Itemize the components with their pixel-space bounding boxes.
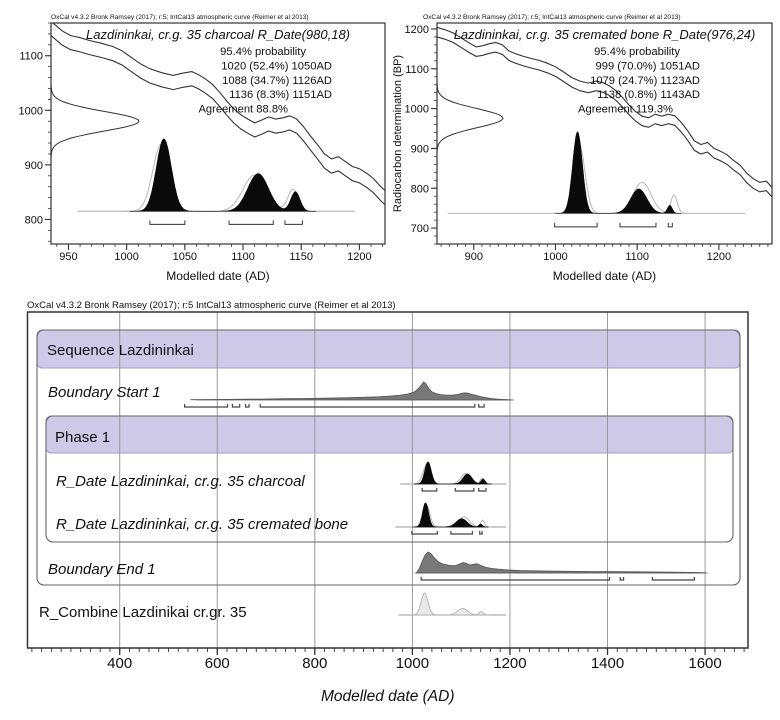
y-axis-label: Radiocarbon determination (BP) — [392, 54, 404, 213]
y-tick-label: 700 — [410, 223, 429, 236]
probability-line: Agreement 88.8% — [198, 103, 288, 116]
x-axis-label: Modelled date (AD) — [552, 269, 657, 283]
radiocarbon-likelihood-bell — [51, 86, 139, 158]
range-bracket — [422, 488, 437, 491]
sequence-band-label: Sequence Lazdininkai — [47, 342, 194, 359]
x-axis — [57, 244, 383, 263]
y-axis — [405, 24, 437, 244]
x-tick-label: 800 — [302, 655, 328, 672]
sequence-plot-wrap — [14, 296, 780, 720]
row-charcoal — [56, 462, 506, 491]
x-axis-label: Modelled date (AD) — [320, 688, 455, 705]
range-bracket — [412, 531, 437, 534]
range-bracket — [246, 404, 249, 407]
x-tick-label: 1000 — [543, 251, 568, 263]
calibration-plots-row — [0, 0, 780, 292]
row-label: R_Date Lazdininkai, cr.g. 35 cremated bone — [56, 516, 349, 533]
y-tick-label: 1000 — [404, 103, 429, 116]
range-bracket — [620, 223, 656, 227]
y-tick-label: 1000 — [18, 105, 43, 118]
x-tick-label: 1100 — [231, 251, 255, 263]
sequence-model-plot — [14, 296, 766, 720]
x-tick-label: 900 — [464, 251, 483, 263]
range-bracket — [479, 404, 484, 407]
range-bracket — [555, 223, 597, 227]
y-tick-label: 1100 — [405, 63, 429, 76]
range-bracket — [421, 577, 609, 580]
y-tick-label: 900 — [410, 143, 429, 156]
range-bracket — [455, 488, 474, 491]
probability-distribution — [416, 552, 707, 573]
curves — [51, 21, 385, 211]
range-bracket — [451, 531, 473, 534]
range-bracket — [285, 220, 302, 224]
row-combine — [39, 593, 506, 621]
x-tick-label: 600 — [204, 655, 230, 672]
probability-line: 1020 (52.4%) 1050AD — [221, 60, 332, 73]
x-tick-label: 1600 — [688, 655, 722, 672]
range-bracket — [479, 488, 486, 491]
probability-distribution — [412, 503, 488, 527]
range-bracket — [260, 404, 475, 407]
probability-line: 95.4% probability — [220, 46, 306, 58]
range-bracket — [480, 531, 482, 534]
x-tick-label: 1150 — [289, 251, 314, 263]
oxcal-version-header: OxCal v4.3.2 Bronk Ramsey (2017); r:5; IntCal13 atmospheric curve (Reimer et al 2013) — [423, 14, 681, 21]
x-tick-label: 1050 — [172, 251, 198, 263]
plot-title: Lazdininkai, cr.g. 35 charcoal R_Date(980,18) — [86, 27, 350, 42]
probability-distribution — [409, 593, 490, 615]
x-axis — [32, 648, 744, 672]
radiocarbon-likelihood-bell — [437, 83, 503, 153]
row-label: R_Date Lazdininkai, cr.g. 35 charcoal — [56, 473, 305, 490]
cremated-bone-calibration-plot — [390, 6, 776, 292]
x-tick-label: 950 — [59, 251, 78, 263]
y-axis — [19, 23, 51, 241]
phase-band-label: Phase 1 — [55, 429, 111, 446]
posterior-distribution — [556, 132, 681, 214]
y-tick-label: 1100 — [19, 50, 43, 63]
x-tick-label: 1100 — [625, 251, 650, 263]
oxcal-version-header: OxCal v4.3.2 Bronk Ramsey (2017); r:5; IntCal13 atmospheric curve (Reimer et al 2013) — [51, 14, 309, 21]
range-bracket — [150, 220, 185, 224]
y-tick-label: 800 — [24, 214, 43, 227]
probability-line: 999 (70.0%) 1051AD — [595, 60, 700, 73]
range-bracket — [232, 404, 239, 407]
x-tick-label: 1200 — [706, 251, 732, 263]
x-tick-label: 1200 — [493, 655, 527, 672]
probability-line: 95.4% probability — [594, 46, 680, 58]
row-bstart — [48, 382, 514, 407]
oxcal-version-header: OxCal v4.3.2 Bronk Ramsey (2017); r:5 IntCal13 atmospheric curve (Reimer et al 2013) — [27, 300, 396, 311]
probability-line: 1079 (24.7%) 1123AD — [590, 74, 700, 87]
calibration-curve — [51, 36, 385, 205]
row-label: Boundary End 1 — [48, 561, 156, 578]
y-tick-label: 900 — [24, 159, 43, 172]
x-tick-label: 1200 — [347, 251, 372, 263]
x-tick-label: 1400 — [590, 655, 625, 672]
x-axis — [441, 244, 768, 263]
range-bracket — [620, 577, 623, 580]
y-tick-label: 1200 — [404, 23, 429, 36]
row-label: R_Combine Lazdinikai cr.gr. 35 — [39, 604, 247, 621]
range-bracket — [668, 223, 672, 227]
range-bracket — [229, 220, 273, 224]
x-tick-label: 1000 — [395, 655, 430, 672]
row-bend — [48, 552, 708, 580]
row-label: Boundary Start 1 — [48, 384, 161, 401]
x-tick-label: 1000 — [114, 251, 139, 263]
probability-line: 1138 (0.8%) 1143AD — [597, 89, 700, 102]
row-cremated — [56, 503, 506, 534]
y-tick-label: 800 — [410, 183, 429, 196]
probability-line: Agreement 119.3% — [578, 103, 673, 116]
x-tick-label: 400 — [107, 655, 133, 672]
probability-line: 1088 (34.7%) 1126AD — [222, 74, 332, 87]
x-axis-label: Modelled date (AD) — [166, 269, 270, 283]
charcoal-calibration-plot — [18, 6, 390, 292]
probability-line: 1136 (8.3%) 1151AD — [229, 89, 332, 102]
plot-title: Lazdininkai, cr.g. 35 cremated bone R_Date(976,24) — [453, 27, 756, 42]
probability-distribution — [190, 382, 513, 400]
range-bracket — [185, 404, 228, 407]
range-bracket — [652, 577, 694, 580]
phase-band — [46, 416, 733, 453]
